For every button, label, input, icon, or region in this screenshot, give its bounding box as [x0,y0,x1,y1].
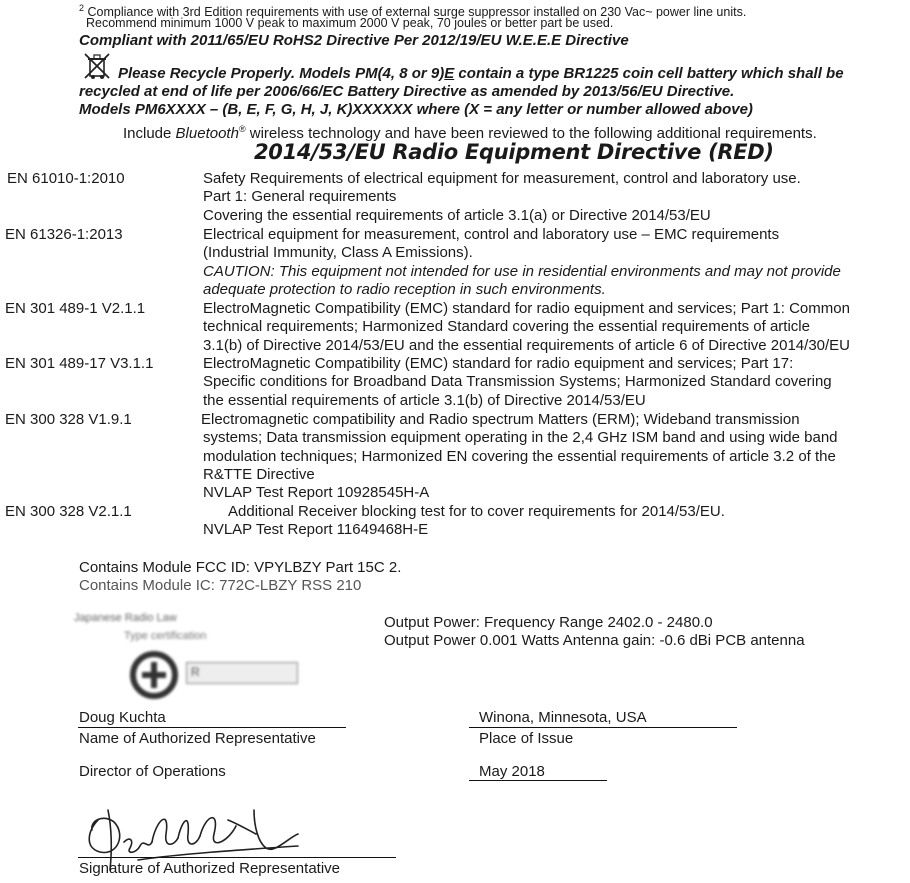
representative-name: Doug Kuchta [79,709,166,726]
standard-description [203,355,832,410]
standard-desc-line: (Industrial Immunity, Class A Emissions). [203,244,473,262]
standard-desc-line: Electrical equipment for measurement, control and laboratory use – EMC requirements [203,226,780,243]
place-rule [469,727,737,728]
footnote-marker: 2 [79,3,85,13]
standard-desc-line: Safety Requirements of electrical equipment for measurement, control and laboratory use. [203,170,801,187]
standard-description [203,170,801,225]
caution-line: CAUTION: This equipment not intended for use in residential environments and may not provide [203,262,841,280]
standard-id: EN 61010-1:2010 [7,170,125,187]
ic-module-line: Contains Module IC: 772C-LBZY RSS 210 [79,577,362,594]
standard-desc-line: 3.1(b) of Directive 2014/53/EU and the essential requirements of article 6 of Directive 2014/30/EU [203,336,851,354]
recycle-text-underlined: E [444,65,455,82]
standard-description [201,411,838,502]
recycle-line-2: recycled at end of life per 2006/66/EC Battery Directive as amended by 2013/56/EU Directive. [79,83,735,100]
issue-date: May 2018 [479,763,545,780]
date-rule [469,780,607,781]
standard-desc-line: ElectroMagnetic Compatibility (EMC) standard for radio equipment and services; Part 17: [203,355,794,372]
fcc-module-line: Contains Module FCC ID: VPYLBZY Part 15C 2. [79,559,402,576]
standard-desc-line: Part 1: General requirements [203,188,397,206]
standard-desc-line: R&TTE Directive [203,465,315,483]
standard-desc-line: ElectroMagnetic Compatibility (EMC) standard for radio equipment and services; Part 1: Common [203,300,850,317]
telec-logo-icon [126,650,182,700]
rohs-statement: Compliant with 2011/65/EU RoHS2 Directive Per 2012/19/EU W.E.E.E Directive [79,32,629,49]
standard-desc-line: NVLAP Test Report 10928545H-A [203,484,430,502]
bt-reg: ® [238,124,246,134]
recycle-text-b: contain a type BR1225 coin cell battery which shall be [454,65,844,82]
recycle-text-a: Please Recycle Properly. Models PM(4, 8 or 9) [118,65,445,82]
standard-desc-line: the essential requirements of article 3.1(b) of Directive 2014/53/EU [203,391,646,409]
signature-rule [78,857,396,858]
bt-pre: Include [123,125,176,142]
standard-id: EN 301 489-17 V3.1.1 [5,355,154,372]
caution-line: adequate protection to radio reception in such environments. [203,280,606,298]
standard-description [203,226,841,299]
standard-id: EN 300 328 V2.1.1 [5,503,132,520]
name-label: Name of Authorized Representative [79,730,316,747]
output-power-line-1: Output Power: Frequency Range 2402.0 - 2480.0 [384,614,713,631]
japan-mark-line-2: Type certification [124,630,207,642]
standard-desc-line: Additional Receiver blocking test for to cover requirements for 2014/53/EU. [228,503,725,520]
standard-desc-line: modulation techniques; Harmonized EN covering the essential requirements of article 3.2 of the [203,447,836,465]
japan-mark-line-1: Japanese Radio Law [74,612,177,624]
standard-desc-line: systems; Data transmission equipment operating in the 2,4 GHz ISM band and using wide band [203,429,838,447]
standard-desc-line: Specific conditions for Broadband Data Transmission Systems; Harmonized Standard covering [203,373,832,391]
standard-desc-line: Covering the essential requirements of article 3.1(a) or Directive 2014/53/EU [203,206,711,224]
japan-certification-mark [64,604,364,704]
certification-number-box [186,662,298,684]
bt-post: wireless technology and have been reviewed to the following additional requirements. [245,125,817,142]
footnote-line-2: Recommend minimum 1000 V peak to maximum 2000 V peak, 70 joules or better part be used. [86,16,614,30]
footnote-text-1: Compliance with 3rd Edition requirements with use of external surge suppressor installed on 230 Vac~ power line units. [87,5,747,20]
bt-brand: Bluetooth [175,125,239,142]
weee-bin-icon [80,52,116,80]
standard-desc-line: NVLAP Test Report 11649468H-E [203,521,429,539]
signature-label: Signature of Authorized Representative [79,860,340,877]
standard-desc-line: technical requirements; Harmonized Standard covering the essential requirements of article [203,318,810,336]
name-rule [78,727,346,728]
standard-id: EN 301 489-1 V2.1.1 [5,300,146,317]
standard-description [203,300,850,355]
logo-mark-text: R [191,665,200,679]
standard-desc-line: Electromagnetic compatibility and Radio spectrum Matters (ERM); Wideband transmission [201,411,800,428]
standard-description [203,503,725,540]
models-line: Models PM6XXXX – (B, E, F, G, H, J, K)XXXXXX where (X = any letter or number allowed above) [79,101,753,118]
place-label: Place of Issue [479,730,574,747]
representative-title: Director of Operations [79,763,226,780]
standard-id: EN 300 328 V1.9.1 [5,411,132,428]
recycle-line-1 [118,65,844,82]
red-directive-title: 2014/53/EU Radio Equipment Directive (RED) [254,140,774,164]
standard-id: EN 61326-1:2013 [5,226,123,243]
place-of-issue: Winona, Minnesota, USA [479,709,647,726]
output-power-line-2: Output Power 0.001 Watts Antenna gain: -0.6 dBi PCB antenna [384,632,805,649]
